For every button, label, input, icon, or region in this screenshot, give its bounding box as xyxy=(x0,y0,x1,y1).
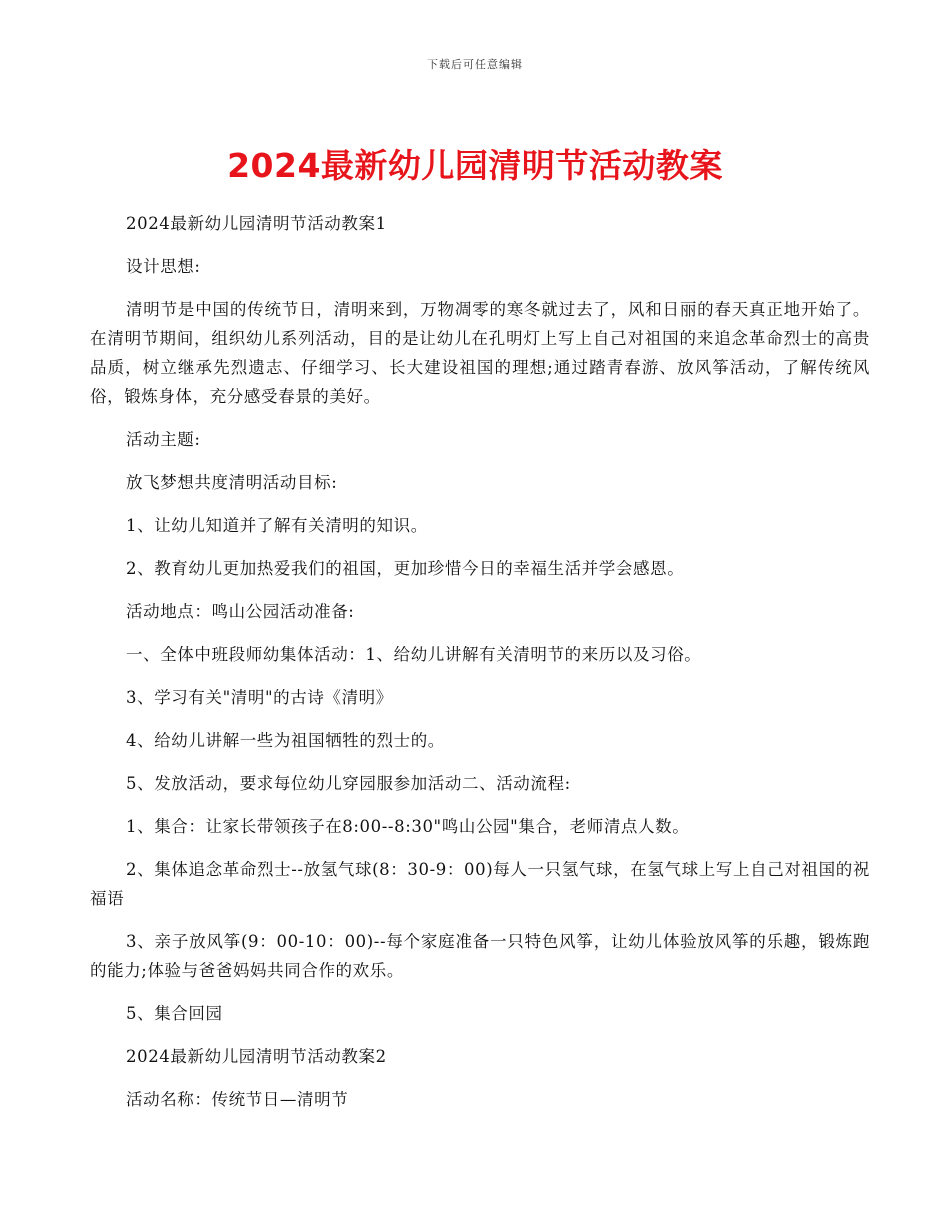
section-heading-2: 2024最新幼儿园清明节活动教案2 xyxy=(126,1047,387,1066)
activity-location: 活动地点：鸣山公园活动准备: xyxy=(126,602,355,621)
document-title: 2024最新幼儿园清明节活动教案 xyxy=(227,146,723,185)
section-heading-1: 2024最新幼儿园清明节活动教案1 xyxy=(126,214,387,233)
flow-item-3: 3、亲子放风筝(9：00-10：00)--每个家庭准备一只特色风筝，让幼儿体验放风筝的乐趣，锻炼跑的能力;体验与爸爸妈妈共同合作的欢乐。 xyxy=(90,932,870,980)
prep-item-1: 一、全体中班段师幼集体活动：1、给幼儿讲解有关清明节的来历以及习俗。 xyxy=(126,645,702,664)
flow-item-5: 5、集合回园 xyxy=(126,1004,223,1023)
activity-theme-label: 活动主题: xyxy=(126,430,201,449)
flow-item-2: 2、集体追念革命烈士--放氢气球(8：30-9：00)每人一只氢气球，在氢气球上写上自己对祖国的祝福语 xyxy=(90,860,870,908)
page-header-note: 下载后可任意编辑 xyxy=(427,58,523,71)
prep-item-5: 5、发放活动，要求每位幼儿穿园服参加活动二、活动流程: xyxy=(126,774,571,793)
activity-goal-label: 放飞梦想共度清明活动目标: xyxy=(126,473,338,492)
prep-item-3: 3、学习有关"清明"的古诗《清明》 xyxy=(126,688,393,707)
goal-item-1: 1、让幼儿知道并了解有关清明的知识。 xyxy=(126,516,428,535)
flow-item-1: 1、集合：让家长带领孩子在8:00--8:30"鸣山公园"集合，老师清点人数。 xyxy=(126,817,690,836)
design-idea-label: 设计思想: xyxy=(126,257,201,276)
document-body xyxy=(90,209,870,1128)
activity-name: 活动名称：传统节日—清明节 xyxy=(126,1090,349,1109)
prep-item-4: 4、给幼儿讲解一些为祖国牺牲的烈士的。 xyxy=(126,731,445,750)
goal-item-2: 2、教育幼儿更加热爱我们的祖国，更加珍惜今日的幸福生活并学会感恩。 xyxy=(126,559,685,578)
design-idea-paragraph: 清明节是中国的传统节日，清明来到，万物凋零的寒冬就过去了，风和日丽的春天真正地开始了。在清明节期间，组织幼儿系列活动，目的是让幼儿在孔明灯上写上自己对祖国的来追念革命烈士的高贵品质，树立继承先烈遗志、仔细学习、长大建设祖国的理想;通过踏青春游、放风筝活动，了解传统风俗，锻炼身体，充分感受春景的美好。 xyxy=(90,300,870,406)
